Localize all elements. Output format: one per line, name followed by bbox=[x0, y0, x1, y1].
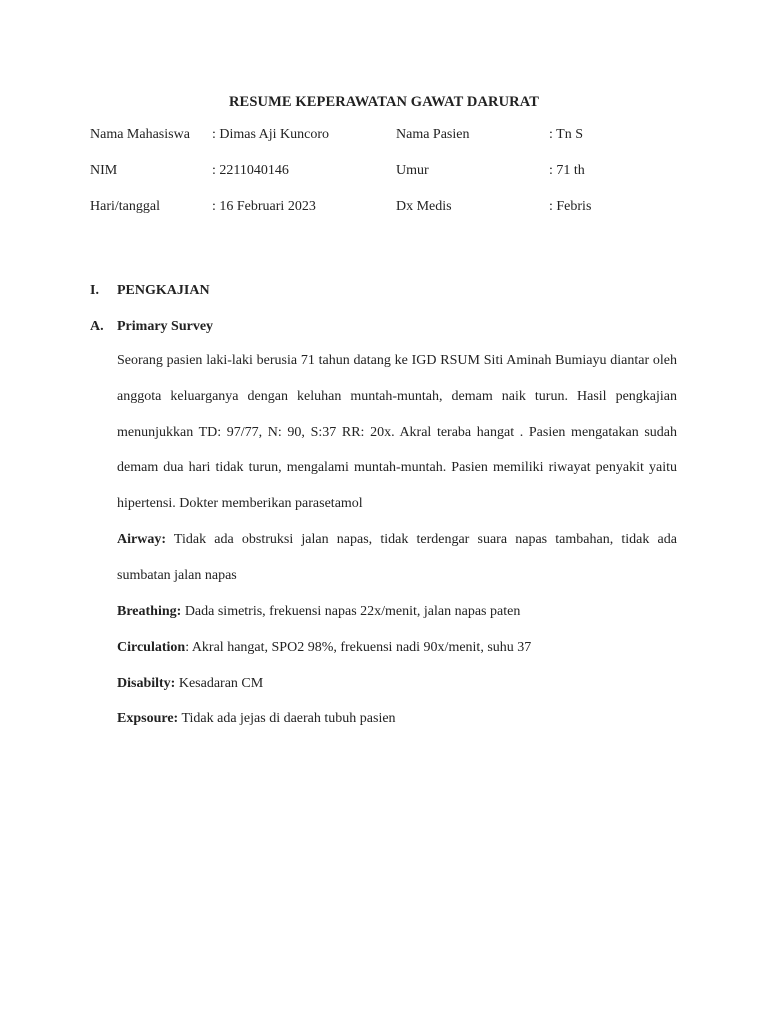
nim-label: NIM bbox=[90, 163, 118, 178]
circulation-text: : Akral hangat, SPO2 98%, frekuensi nadi 90x/menit, suhu 37 bbox=[185, 640, 532, 655]
airway-item bbox=[117, 522, 677, 594]
subsection-number: A. bbox=[90, 319, 104, 334]
circulation-label: Circulation bbox=[117, 640, 186, 655]
date-label: Hari/tanggal bbox=[90, 199, 160, 214]
info-row-name bbox=[0, 127, 768, 147]
date-value: : 16 Februari 2023 bbox=[212, 199, 316, 214]
nim-value: : 2211040146 bbox=[212, 163, 289, 178]
subsection-primary-survey-heading bbox=[90, 319, 213, 335]
disability-item bbox=[117, 676, 677, 692]
exposure-item bbox=[117, 711, 677, 727]
breathing-text: Dada simetris, frekuensi napas 22x/menit, jalan napas paten bbox=[181, 604, 521, 619]
airway-label: Airway: bbox=[117, 532, 166, 547]
patient-name-label: Nama Pasien bbox=[396, 127, 470, 142]
circulation-item bbox=[117, 640, 677, 656]
section-title: PENGKAJIAN bbox=[117, 283, 210, 298]
info-row-date bbox=[0, 199, 768, 219]
exposure-text: Tidak ada jejas di daerah tubuh pasien bbox=[178, 711, 396, 726]
breathing-item bbox=[117, 604, 677, 620]
disability-label: Disabilty: bbox=[117, 676, 176, 691]
info-row-nim bbox=[0, 163, 768, 183]
assessment-paragraph-text: Seorang pasien laki-laki berusia 71 tahun datang ke IGD RSUM Siti Aminah Bumiayu diantar oleh anggota keluarganya dengan keluhan muntah-muntah, demam naik turun. Hasil pengkajian menunjukkan TD: 97/77, N: 90, S:37 RR: 20x. Akral teraba hangat . Pasien mengatakan sudah demam dua hari tidak turun, mengalami muntah-muntah. Pasien memiliki riwayat penyakit yaitu hipertensi. Dokter memberikan parasetamol bbox=[117, 353, 677, 512]
exposure-label: Expsoure: bbox=[117, 711, 179, 726]
airway-text: Tidak ada obstruksi jalan napas, tidak terdengar suara napas tambahan, tidak ada sumbatan jalan napas bbox=[117, 532, 677, 583]
student-name-value: : Dimas Aji Kuncoro bbox=[212, 127, 330, 142]
age-value: : 71 th bbox=[549, 163, 585, 178]
assessment-paragraph bbox=[117, 343, 677, 522]
patient-name-value: : Tn S bbox=[549, 127, 583, 142]
section-pengkajian-heading bbox=[90, 283, 210, 299]
diagnosis-label: Dx Medis bbox=[396, 199, 452, 214]
breathing-label: Breathing: bbox=[117, 604, 182, 619]
subsection-title: Primary Survey bbox=[117, 319, 214, 334]
section-number: I. bbox=[90, 283, 99, 298]
document-title: RESUME KEPERAWATAN GAWAT DARURAT bbox=[228, 94, 539, 110]
student-name-label: Nama Mahasiswa bbox=[90, 127, 190, 142]
disability-text: Kesadaran CM bbox=[175, 676, 264, 691]
diagnosis-value: : Febris bbox=[549, 199, 592, 214]
age-label: Umur bbox=[396, 163, 429, 178]
